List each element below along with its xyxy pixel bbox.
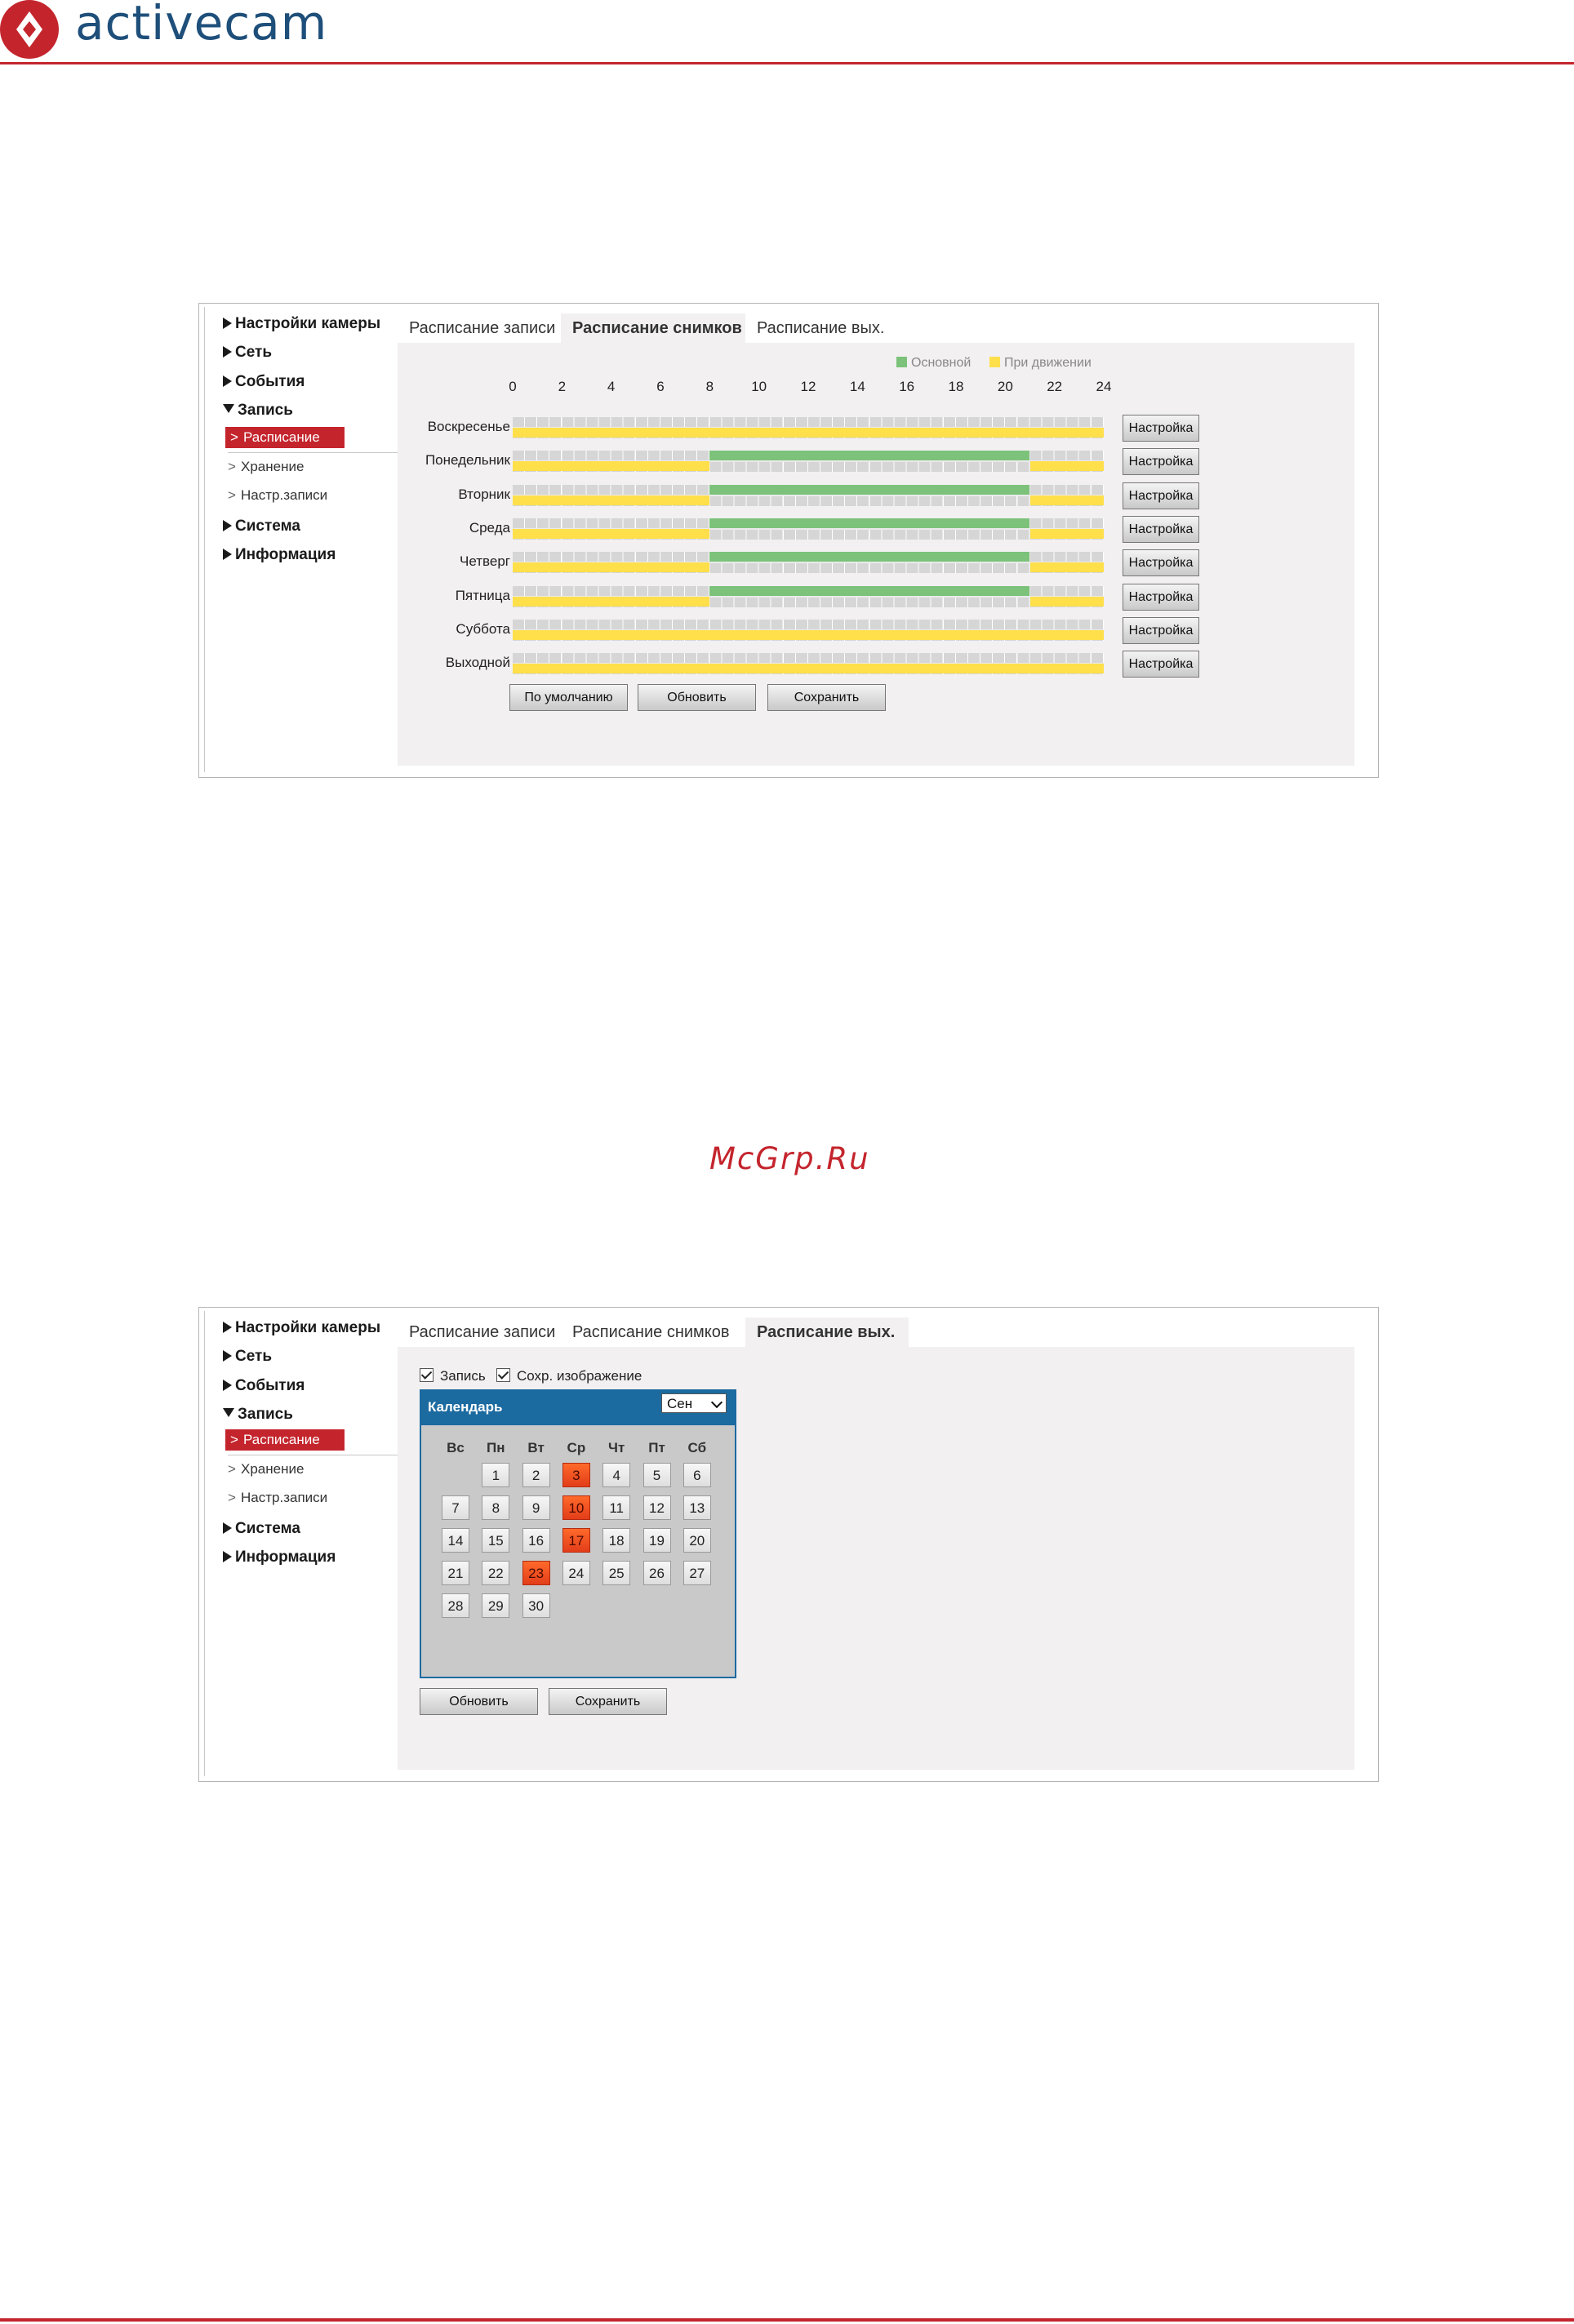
hour-label: 2 <box>558 379 567 394</box>
day-setup-button[interactable]: Настройка <box>1123 651 1199 678</box>
calendar <box>420 1389 736 1678</box>
expand-arrow-icon <box>223 1350 232 1362</box>
calendar-day[interactable]: 21 <box>442 1561 469 1585</box>
expand-arrow-icon <box>223 318 232 329</box>
day-schedule-row[interactable] <box>513 485 1104 506</box>
nav-label: Сеть <box>235 344 273 361</box>
activecam-logo-icon <box>0 0 59 59</box>
nav-events[interactable] <box>223 1377 305 1395</box>
nav-record[interactable] <box>223 402 293 420</box>
expand-arrow-icon <box>223 375 232 387</box>
calendar-day[interactable]: 26 <box>643 1561 671 1585</box>
calendar-day-marked[interactable]: 23 <box>522 1561 550 1585</box>
record-checkbox[interactable] <box>420 1368 486 1384</box>
subnav-storage[interactable] <box>228 459 304 475</box>
checkbox-checked-icon <box>420 1368 434 1382</box>
subnav-schedule[interactable] <box>225 427 345 448</box>
calendar-day[interactable]: 25 <box>602 1561 630 1585</box>
motion-schedule-segment <box>513 664 1104 673</box>
hour-label: 14 <box>849 379 865 394</box>
hour-label: 20 <box>997 379 1013 394</box>
divider <box>228 452 398 453</box>
legend-main <box>896 356 971 371</box>
calendar-day[interactable]: 22 <box>482 1561 509 1585</box>
legend-motion <box>989 356 1092 371</box>
weekday-label: Вт <box>527 1440 545 1455</box>
tab-record-schedule[interactable]: Расписание записи <box>409 1323 556 1341</box>
refresh-button[interactable]: Обновить <box>420 1688 538 1715</box>
collapse-arrow-icon <box>223 1408 234 1417</box>
calendar-day[interactable]: 1 <box>482 1463 509 1487</box>
motion-schedule-segment <box>1030 597 1105 607</box>
day-schedule-row[interactable] <box>513 653 1104 674</box>
calendar-day[interactable]: 30 <box>522 1593 550 1618</box>
tab-holiday-schedule[interactable]: Расписание вых. <box>757 319 885 337</box>
subnav-label: Расписание <box>243 1432 320 1447</box>
nav-label: Система <box>235 1520 300 1537</box>
day-schedule-row[interactable] <box>513 586 1104 607</box>
motion-schedule-segment <box>1030 461 1105 471</box>
nav-camera-settings[interactable] <box>223 315 380 333</box>
day-schedule-row[interactable] <box>513 552 1104 573</box>
day-setup-button[interactable]: Настройка <box>1123 516 1199 543</box>
subnav-label: Настр.записи <box>241 487 328 503</box>
chevron-right-icon: > <box>230 1432 238 1447</box>
subnav-label: Расписание <box>243 429 320 445</box>
nav-events[interactable] <box>223 373 305 391</box>
footer-divider <box>0 2318 1574 2322</box>
nav-label: Настройки камеры <box>235 315 381 332</box>
nav-label: События <box>235 373 305 390</box>
calendar-title: Календарь <box>428 1399 503 1415</box>
holiday-panel <box>398 1347 1354 1770</box>
weekday-label: Вс <box>447 1440 465 1455</box>
main-schedule-segment <box>709 552 1029 562</box>
checkbox-checked-icon <box>496 1368 510 1382</box>
nav-label: Сеть <box>235 1348 273 1365</box>
subnav-label: Настр.записи <box>241 1490 328 1505</box>
tab-snapshot-schedule[interactable]: Расписание снимков <box>561 313 745 343</box>
nav-label: Настройки камеры <box>235 1319 381 1336</box>
holiday-schedule-screen <box>198 1307 1379 1782</box>
day-schedule-row[interactable] <box>513 620 1104 641</box>
calendar-day[interactable]: 14 <box>442 1528 469 1553</box>
day-schedule-row[interactable] <box>513 417 1104 438</box>
hour-label: 16 <box>899 379 915 394</box>
month-select[interactable] <box>661 1393 727 1413</box>
calendar-day[interactable]: 5 <box>643 1463 671 1487</box>
motion-schedule-segment <box>1030 495 1105 505</box>
day-label: Воскресенье <box>427 419 510 434</box>
save-image-checkbox[interactable] <box>496 1368 642 1384</box>
chevron-right-icon: > <box>228 459 236 474</box>
sidebar <box>204 307 394 772</box>
motion-schedule-segment <box>513 461 709 471</box>
weekday-label: Сб <box>687 1440 707 1455</box>
legend-label: При движении <box>1004 356 1092 370</box>
weekday-label: Пт <box>648 1440 665 1455</box>
motion-schedule-segment <box>1030 562 1105 572</box>
legend-swatch <box>989 357 1000 367</box>
motion-schedule-segment <box>513 495 709 505</box>
expand-arrow-icon <box>223 520 232 531</box>
hour-label: 4 <box>607 379 616 394</box>
expand-arrow-icon <box>223 1522 232 1534</box>
subnav-schedule[interactable] <box>225 1429 345 1451</box>
nav-network[interactable] <box>223 1348 272 1366</box>
chevron-right-icon: > <box>228 487 236 503</box>
nav-label: Запись <box>238 402 293 419</box>
subnav-storage[interactable] <box>228 1461 304 1477</box>
main-schedule-segment <box>709 518 1029 528</box>
main-schedule-segment <box>709 485 1029 495</box>
page-header <box>0 0 1574 64</box>
day-setup-button[interactable]: Настройка <box>1123 415 1199 442</box>
weekday-label: Чт <box>608 1440 625 1455</box>
hour-label: 24 <box>1096 379 1112 394</box>
day-setup-button[interactable]: Настройка <box>1123 448 1199 475</box>
nav-record[interactable] <box>223 1406 293 1424</box>
day-label: Вторник <box>458 486 510 502</box>
calendar-day[interactable]: 12 <box>643 1495 671 1520</box>
main-schedule-segment <box>709 451 1029 460</box>
checkbox-label: Сохр. изображение <box>517 1368 642 1384</box>
calendar-header <box>421 1391 735 1425</box>
weekday-label: Пн <box>487 1440 505 1455</box>
header-divider <box>0 62 1574 64</box>
day-label: Суббота <box>456 620 510 637</box>
day-setup-button[interactable]: Настройка <box>1123 617 1199 644</box>
calendar-day[interactable]: 7 <box>442 1495 469 1520</box>
hour-label: 22 <box>1047 379 1063 394</box>
nav-label: Запись <box>238 1406 293 1423</box>
nav-network[interactable] <box>223 344 272 362</box>
default-button[interactable]: По умолчанию <box>509 684 628 711</box>
motion-schedule-segment <box>513 562 709 572</box>
calendar-day[interactable]: 16 <box>522 1528 550 1553</box>
tab-holiday-schedule[interactable]: Расписание вых. <box>745 1318 909 1347</box>
day-setup-button[interactable]: Настройка <box>1123 584 1199 611</box>
calendar-day[interactable]: 15 <box>482 1528 509 1553</box>
save-button[interactable]: Сохранить <box>549 1688 667 1715</box>
expand-arrow-icon <box>223 1380 232 1391</box>
chevron-right-icon: > <box>230 429 238 445</box>
main-schedule-segment <box>709 586 1029 596</box>
hour-label: 10 <box>751 379 767 394</box>
day-setup-button[interactable]: Настройка <box>1123 482 1199 509</box>
motion-schedule-segment <box>513 529 709 539</box>
brand-name: activecam <box>75 0 328 51</box>
calendar-day[interactable]: 29 <box>482 1593 509 1618</box>
day-label: Выходной <box>445 655 510 671</box>
calendar-day[interactable]: 19 <box>643 1528 671 1553</box>
watermark: McGrp.Ru <box>709 1141 870 1176</box>
calendar-day[interactable]: 4 <box>602 1463 630 1487</box>
nav-label: События <box>235 1377 305 1394</box>
calendar-day[interactable]: 28 <box>442 1593 469 1618</box>
collapse-arrow-icon <box>223 404 234 413</box>
day-label: Понедельник <box>425 452 510 469</box>
motion-schedule-segment <box>513 597 709 607</box>
expand-arrow-icon <box>223 346 232 358</box>
calendar-day[interactable]: 27 <box>683 1561 711 1585</box>
nav-camera-settings[interactable] <box>223 1319 380 1337</box>
day-label: Среда <box>469 519 510 535</box>
motion-schedule-segment <box>513 630 1104 640</box>
calendar-day[interactable]: 20 <box>683 1528 711 1553</box>
nav-system[interactable] <box>223 518 300 535</box>
motion-schedule-segment <box>1030 529 1105 539</box>
calendar-day-marked[interactable]: 10 <box>562 1495 590 1520</box>
sidebar <box>204 1311 394 1776</box>
legend-swatch <box>896 357 907 367</box>
nav-system[interactable] <box>223 1520 300 1538</box>
subnav-record-settings[interactable] <box>228 487 327 504</box>
calendar-day[interactable]: 11 <box>602 1495 630 1520</box>
calendar-day[interactable]: 9 <box>522 1495 550 1520</box>
calendar-day[interactable]: 24 <box>562 1561 590 1585</box>
calendar-day-marked[interactable]: 17 <box>562 1528 590 1553</box>
hour-label: 8 <box>705 379 714 394</box>
motion-schedule-segment <box>513 428 1104 438</box>
chevron-right-icon: > <box>228 1461 236 1477</box>
nav-label: Информация <box>235 1549 336 1566</box>
subnav-label: Хранение <box>241 459 305 474</box>
hour-label: 0 <box>509 379 517 394</box>
nav-information[interactable] <box>223 1549 336 1566</box>
nav-label: Информация <box>235 546 336 563</box>
subnav-record-settings[interactable] <box>228 1490 327 1506</box>
schedule-panel <box>398 343 1354 766</box>
legend-label: Основной <box>911 356 972 370</box>
subnav-label: Хранение <box>241 1461 305 1477</box>
day-schedule-row[interactable] <box>513 518 1104 540</box>
calendar-day[interactable]: 2 <box>522 1463 550 1487</box>
tab-record-schedule[interactable]: Расписание записи <box>409 319 556 337</box>
calendar-day[interactable]: 18 <box>602 1528 630 1553</box>
expand-arrow-icon <box>223 1551 232 1562</box>
calendar-day[interactable]: 8 <box>482 1495 509 1520</box>
expand-arrow-icon <box>223 549 232 560</box>
checkbox-label: Запись <box>440 1368 486 1384</box>
chevron-right-icon: > <box>228 1490 236 1505</box>
refresh-button[interactable]: Обновить <box>638 684 756 711</box>
day-label: Пятница <box>455 587 510 603</box>
hour-label: 12 <box>800 379 816 394</box>
calendar-day-marked[interactable]: 3 <box>562 1463 590 1487</box>
calendar-day[interactable]: 13 <box>683 1495 711 1520</box>
nav-information[interactable] <box>223 546 336 564</box>
tab-snapshot-schedule[interactable]: Расписание снимков <box>572 1323 730 1341</box>
chevron-down-icon <box>711 1397 723 1408</box>
hour-label: 6 <box>656 379 665 394</box>
nav-label: Система <box>235 518 300 535</box>
snapshot-schedule-screen <box>198 303 1379 778</box>
calendar-day[interactable]: 6 <box>683 1463 711 1487</box>
day-label: Четверг <box>460 553 510 570</box>
save-button[interactable]: Сохранить <box>767 684 886 711</box>
expand-arrow-icon <box>223 1322 232 1333</box>
day-setup-button[interactable]: Настройка <box>1123 549 1199 576</box>
month-value: Сен <box>667 1396 693 1411</box>
hour-label: 18 <box>948 379 964 394</box>
weekday-label: Ср <box>567 1440 586 1455</box>
day-schedule-row[interactable] <box>513 451 1104 472</box>
